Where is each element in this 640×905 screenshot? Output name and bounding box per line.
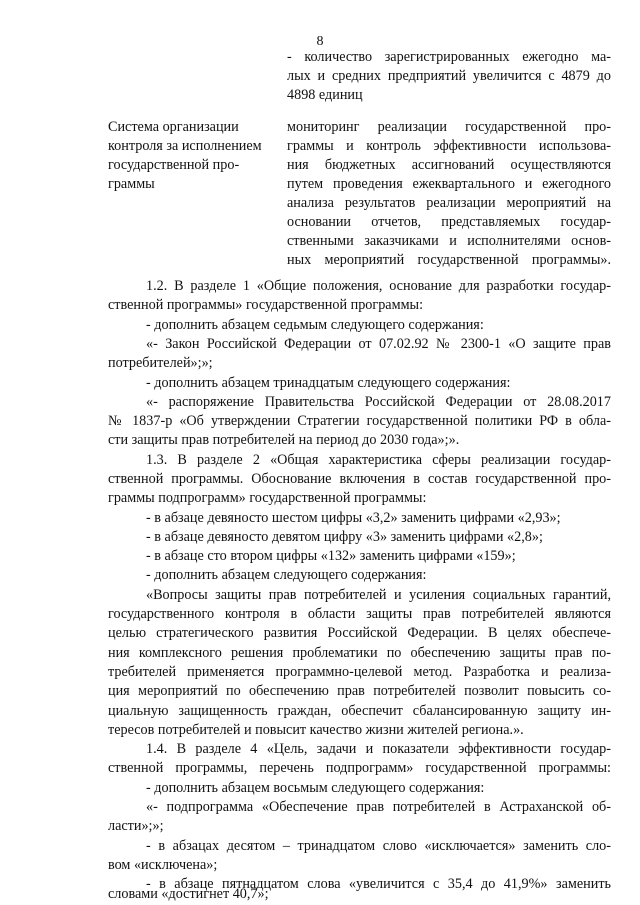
page-number: 8 (316, 34, 324, 49)
body-line: ния комплексного решения проблематики по обеспечению защиты прав по- (108, 645, 611, 661)
table-row-text-line: ственными заказчиками и исполнителями основ- (287, 233, 611, 249)
body-line: - дополнить абзацем седьмым следующего содержания: (146, 317, 484, 333)
body-line: ласти»;»; (108, 818, 164, 834)
body-line: «- Закон Российской Федерации от 07.02.92 № 2300-1 «О защите прав (146, 336, 611, 352)
body-line: - в абзаце пятнадцатом слова «увеличится с 35,4 до 41,9%» заменить (146, 876, 611, 892)
body-line: ция мероприятий по обеспечению прав потребителей позволит повысить со- (108, 683, 611, 699)
body-line: - в абзаце девяносто девятом цифру «3» заменить цифрами «2,8»; (146, 529, 543, 545)
body-line: - дополнить абзацем следующего содержания: (146, 567, 427, 583)
table-row-text-line: анализа результатов реализации мероприятий на (287, 195, 611, 211)
body-line: словами «достигнет 40,7»; (108, 886, 269, 902)
body-line: граммы подпрограмм» государственной программы: (108, 490, 427, 506)
table-row-text-line: основании отчетов, представляемых государ- (287, 214, 611, 230)
body-line: сти защиты прав потребителей на период до 2030 года»;». (108, 432, 460, 448)
body-line: - дополнить абзацем восьмым следующего содержания: (146, 780, 485, 796)
body-line: «Вопросы защиты прав потребителей и усиления социальных гарантий, (146, 587, 611, 603)
body-line: целью стратегического развития Российской Федерации. В целях обеспече- (108, 625, 611, 641)
body-line: потребителей»;»; (108, 355, 213, 371)
table-row-label-line: граммы (108, 176, 155, 192)
table-row-text-line: мониторинг реализации государственной про- (287, 119, 611, 135)
body-line: 1.3. В разделе 2 «Общая характеристика сферы реализации государ- (146, 452, 611, 468)
body-line: требителей применяется программно-целевой метод. Разработка и реализа- (108, 664, 611, 680)
table-row-label-line: контроля за исполнением (108, 138, 262, 154)
body-line: ственной программы» государственной программы: (108, 297, 424, 313)
table-row-label (108, 118, 278, 194)
table-row-text-line: путем проведения ежеквартального и ежегодного (287, 176, 611, 192)
body-line: - в абзацах десятом – тринадцатом слово «исключается» заменить сло- (146, 838, 611, 854)
body-line: - дополнить абзацем тринадцатым следующего содержания: (146, 375, 511, 391)
body-line: вом «исключена»; (108, 857, 218, 873)
body-line: тересов потребителей и повысит качество жизни жителей региона.». (108, 722, 524, 738)
table-row-text-line: ных мероприятий государственной программы». (287, 252, 611, 268)
table-row-label-line: Система организации (108, 119, 239, 135)
body-line: «- подпрограмма «Обеспечение прав потребителей в Астраханской об- (146, 799, 611, 815)
body-line: государственного контроля в области защиты прав потребителей являются (108, 606, 611, 622)
table-row-text-line: ния бюджетных ассигнований осуществляются (287, 157, 611, 173)
body-line: № 1837-р «Об утверждении Стратегии государственной политики РФ в обла- (108, 413, 611, 429)
table-row-text-line: граммы и контроль эффективности использова- (287, 138, 611, 154)
body-line: 1.2. В разделе 1 «Общие положения, основание для разработки государ- (146, 278, 611, 294)
body-line: - в абзаце сто втором цифры «132» заменить цифрами «159»; (146, 548, 516, 564)
body-line: - в абзаце девяносто шестом цифры «3,2» заменить цифрами «2,93»; (146, 510, 561, 526)
table-top-line: - количество зарегистрированных ежегодно ма- (287, 49, 611, 65)
body-line: «- распоряжение Правительства Российской Федерации от 28.08.2017 (146, 394, 611, 410)
table-row-label-line: государственной про- (108, 157, 240, 173)
body-line: ственной программы, перечень подпрограмм» государственной программы: (108, 760, 611, 776)
body-line: 1.4. В разделе 4 «Цель, задачи и показатели эффективности государ- (146, 741, 611, 757)
table-top-line: лых и средних предприятий увеличится с 4879 до (287, 68, 611, 84)
table-top-line: 4898 единиц (287, 87, 363, 103)
body-line: циальную защищенность граждан, обеспечит сбалансированную защиту ин- (108, 703, 611, 719)
body-line: ственной программы. Обоснование включения в состав государственной про- (108, 471, 611, 487)
